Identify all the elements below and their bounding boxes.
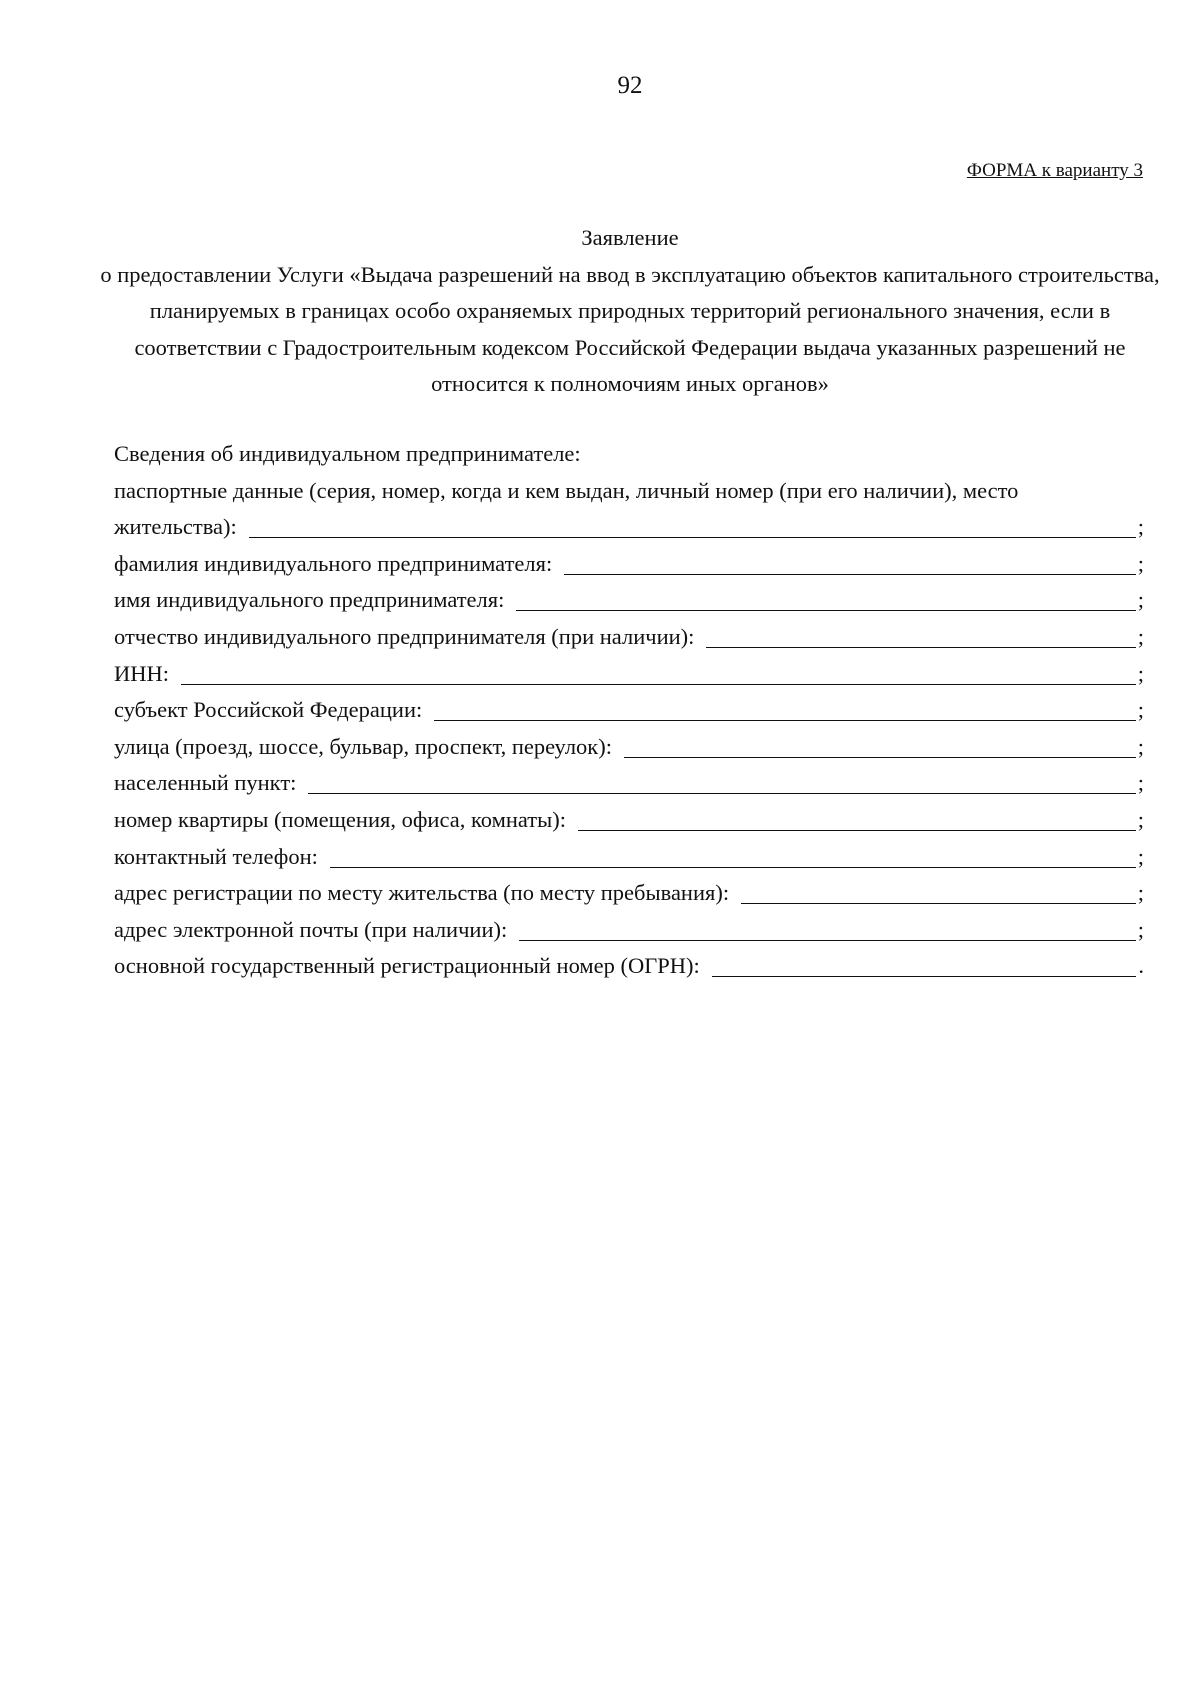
field-row-region [114, 692, 1144, 729]
applicant-fields [114, 436, 1144, 985]
field-terminator: ; [1137, 587, 1144, 613]
field-row-passport [114, 509, 1144, 546]
field-label: адрес электронной почты (при наличии): [114, 916, 508, 942]
field-row-first-name [114, 582, 1144, 619]
field-label: отчество индивидуального предпринимателя (при наличии): [114, 623, 695, 649]
title-block [100, 220, 1160, 403]
field-row-phone [114, 839, 1144, 876]
section-heading: Сведения об индивидуальном предпринимателе: [114, 441, 581, 466]
field-terminator: ; [1137, 550, 1144, 576]
registration-address-blank-line[interactable] [741, 879, 1136, 904]
page-number: 92 [617, 72, 643, 99]
field-label: населенный пункт: [114, 770, 297, 796]
field-row-email [114, 912, 1144, 949]
field-label: жительства): [114, 514, 237, 540]
field-terminator: ; [1137, 916, 1144, 942]
field-terminator: . [1138, 953, 1144, 979]
email-blank-line[interactable] [519, 916, 1136, 941]
document-title: Заявление [581, 225, 679, 250]
field-terminator: ; [1137, 623, 1144, 649]
document-subtitle: о предоставлении Услуги «Выдача разрешений на ввод в эксплуатацию объектов капитального строительства, планируемых в границах особо охраняемых природных территорий регионального значения, если в соответствии с Градостроительным кодексом Российской Федерации выдача указанных разрешений не относится к полномочиям иных органов» [100, 261, 1160, 396]
field-terminator: ; [1137, 843, 1144, 869]
field-terminator: ; [1137, 733, 1144, 759]
field-row-street [114, 729, 1144, 766]
apartment-blank-line[interactable] [578, 806, 1136, 831]
field-terminator: ; [1137, 770, 1144, 796]
field-label: номер квартиры (помещения, офиса, комнаты): [114, 806, 566, 832]
region-blank-line[interactable] [434, 696, 1135, 721]
patronymic-blank-line[interactable] [706, 623, 1135, 648]
surname-blank-line[interactable] [564, 550, 1136, 575]
field-row-surname [114, 546, 1144, 583]
field-label: основной государственный регистрационный номер (ОГРН): [114, 953, 700, 979]
field-terminator: ; [1137, 880, 1144, 906]
locality-blank-line[interactable] [308, 769, 1135, 794]
field-terminator: ; [1137, 806, 1144, 832]
field-row-inn [114, 656, 1144, 693]
phone-blank-line[interactable] [330, 843, 1136, 868]
field-row-registration-address [114, 875, 1144, 912]
field-label: субъект Российской Федерации: [114, 697, 423, 723]
field-terminator: ; [1137, 514, 1144, 540]
field-label: фамилия индивидуального предпринимателя: [114, 550, 553, 576]
ogrn-blank-line[interactable] [712, 952, 1137, 977]
first-name-blank-line[interactable] [516, 586, 1135, 611]
field-label: ИНН: [114, 660, 169, 686]
field-label: имя индивидуального предпринимателя: [114, 587, 505, 613]
passport-blank-line[interactable] [249, 513, 1136, 538]
street-blank-line[interactable] [624, 733, 1136, 758]
form-reference: ФОРМА к варианту 3 [966, 160, 1143, 181]
field-row-patronymic [114, 619, 1144, 656]
field-label: улица (проезд, шоссе, бульвар, проспект, переулок): [114, 733, 612, 759]
field-terminator: ; [1137, 697, 1144, 723]
passport-label-line: паспортные данные (серия, номер, когда и кем выдан, личный номер (при его наличии), место [114, 477, 1019, 503]
field-label: контактный телефон: [114, 843, 318, 869]
field-row-ogrn [114, 948, 1144, 985]
field-row-locality [114, 765, 1144, 802]
field-row-apartment [114, 802, 1144, 839]
field-terminator: ; [1137, 660, 1144, 686]
field-label: адрес регистрации по месту жительства (по месту пребывания): [114, 880, 730, 906]
inn-blank-line[interactable] [181, 660, 1136, 685]
